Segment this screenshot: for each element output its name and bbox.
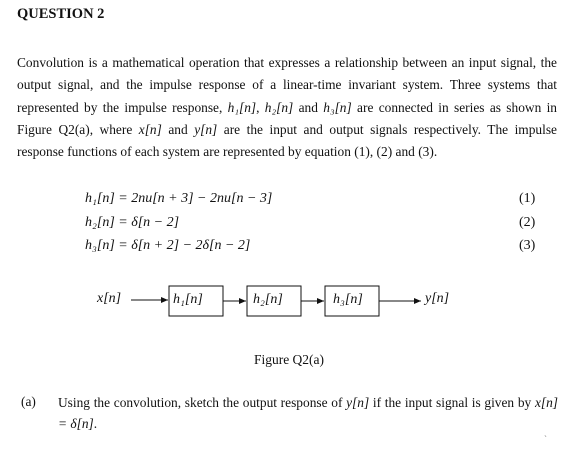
part-a-text-2: if the input signal is given by [369, 395, 535, 410]
intro-text-1: Convolution is a mathematical operation that expresses a relationship between an input signal, the output signal, and the impulse response of a linear-time invariant system. Three systems that represented by the impulse response, [17, 55, 557, 115]
equation-1-number: (1) [519, 191, 536, 206]
part-a-text-end: . [93, 416, 98, 431]
equation-1: h₁[n] = 2nu[n + 3] − 2nu[n − 3] [85, 191, 273, 206]
question-title: QUESTION 2 [17, 6, 105, 22]
part-a-text [58, 392, 558, 434]
intro-text-2: are connected in series as shown in Figure Q2(a), where [17, 99, 558, 137]
part-a-y-symbol: y[n] [346, 395, 370, 410]
part-a-text-1: Using the convolution, sketch the output response of [58, 395, 347, 410]
block-h2-label: h₂[n] [253, 292, 283, 307]
part-a-input-expr: x[n] = δ[n] [58, 395, 558, 431]
intro-text-3: are the input and output signals respectively. The impulse response functions of each system are represented by equation (1), (2) and (3). [17, 121, 557, 160]
stray-mark: ` [544, 434, 547, 444]
part-a-label: (a) [21, 394, 36, 409]
intro-comma: , [256, 99, 265, 115]
block-h3-label: h₃[n] [333, 292, 363, 307]
equation-2-number: (2) [519, 215, 536, 230]
y-symbol: y[n] [194, 121, 218, 137]
figure-caption: Figure Q2(a) [253, 352, 325, 367]
intro-and-1: and [293, 99, 324, 115]
equation-3-number: (3) [519, 238, 536, 253]
h3-symbol: h₃[n] [323, 99, 352, 115]
equation-2: h₂[n] = δ[n − 2] [85, 215, 180, 230]
x-symbol: x[n] [138, 121, 162, 137]
intro-and-2: and [161, 121, 195, 137]
h1-symbol: h₁[n] [227, 99, 257, 115]
h2-symbol: h₂[n] [264, 99, 294, 115]
block-h1-label: h₁[n] [173, 292, 203, 307]
equation-3: h₃[n] = δ[n + 2] − 2δ[n − 2] [85, 238, 251, 253]
output-signal-label: y[n] [425, 291, 450, 306]
input-signal-label: x[n] [97, 291, 122, 306]
